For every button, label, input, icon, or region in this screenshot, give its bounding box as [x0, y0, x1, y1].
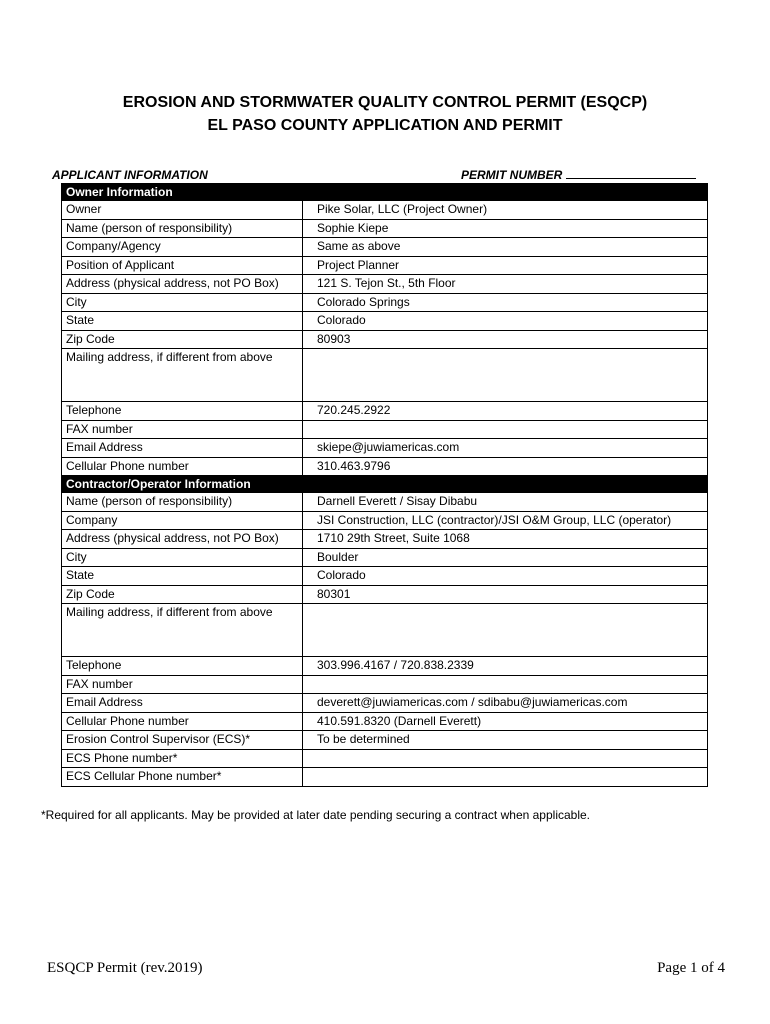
- row-value[interactable]: 121 S. Tejon St., 5th Floor: [303, 275, 708, 294]
- table-row: [62, 548, 708, 567]
- row-label: Mailing address, if different from above: [62, 604, 303, 657]
- row-label: Company: [62, 511, 303, 530]
- row-label: Telephone: [62, 402, 303, 421]
- table-row: [62, 439, 708, 458]
- row-label: Address (physical address, not PO Box): [62, 275, 303, 294]
- row-value[interactable]: [303, 420, 708, 439]
- row-value[interactable]: Boulder: [303, 548, 708, 567]
- row-value[interactable]: Sophie Kiepe: [303, 219, 708, 238]
- row-label: Email Address: [62, 694, 303, 713]
- row-value[interactable]: skiepe@juwiamericas.com: [303, 439, 708, 458]
- row-label: Cellular Phone number: [62, 457, 303, 476]
- table-row: [62, 201, 708, 220]
- row-label: Mailing address, if different from above: [62, 349, 303, 402]
- row-value[interactable]: Colorado: [303, 567, 708, 586]
- row-value[interactable]: [303, 349, 708, 402]
- row-value[interactable]: 310.463.9796: [303, 457, 708, 476]
- owner-section-filler: [303, 184, 708, 201]
- row-value[interactable]: 1710 29th Street, Suite 1068: [303, 530, 708, 549]
- table-row: [62, 312, 708, 331]
- contractor-section-filler: [303, 476, 708, 493]
- table-row: [62, 749, 708, 768]
- footer-form-name: ESQCP Permit (rev.2019): [47, 960, 203, 976]
- row-value[interactable]: 720.245.2922: [303, 402, 708, 421]
- permit-number-label: PERMIT NUMBER: [461, 168, 563, 182]
- row-label: State: [62, 312, 303, 331]
- table-row: [62, 420, 708, 439]
- row-value[interactable]: Colorado: [303, 312, 708, 331]
- row-value[interactable]: 80903: [303, 330, 708, 349]
- row-value[interactable]: 303.996.4167 / 720.838.2339: [303, 657, 708, 676]
- row-value[interactable]: [303, 604, 708, 657]
- row-label: Owner: [62, 201, 303, 220]
- applicant-heading: APPLICANT INFORMATION: [52, 168, 208, 182]
- row-value[interactable]: Colorado Springs: [303, 293, 708, 312]
- table-row: [62, 330, 708, 349]
- row-value[interactable]: To be determined: [303, 731, 708, 750]
- row-value[interactable]: Darnell Everett / Sisay Dibabu: [303, 493, 708, 512]
- table-row: [62, 349, 708, 402]
- row-label: Erosion Control Supervisor (ECS)*: [62, 731, 303, 750]
- table-row: [62, 604, 708, 657]
- contractor-section-header: [62, 476, 708, 493]
- row-value[interactable]: JSI Construction, LLC (contractor)/JSI O&M Group, LLC (operator): [303, 511, 708, 530]
- row-label: Zip Code: [62, 330, 303, 349]
- row-label: Name (person of responsibility): [62, 493, 303, 512]
- owner-section-label: Owner Information: [62, 184, 303, 201]
- row-label: Address (physical address, not PO Box): [62, 530, 303, 549]
- row-value[interactable]: Pike Solar, LLC (Project Owner): [303, 201, 708, 220]
- table-row: [62, 293, 708, 312]
- application-table: [61, 183, 708, 787]
- table-row: [62, 219, 708, 238]
- permit-number-field[interactable]: [461, 168, 711, 182]
- required-note: *Required for all applicants. May be provided at later date pending securing a contract when applicable.: [41, 808, 590, 822]
- row-value[interactable]: Project Planner: [303, 256, 708, 275]
- table-row: [62, 712, 708, 731]
- row-label: State: [62, 567, 303, 586]
- page-title: EROSION AND STORMWATER QUALITY CONTROL PERMIT (ESQCP): [122, 94, 648, 111]
- table-row: [62, 493, 708, 512]
- table-row: [62, 675, 708, 694]
- row-label: Cellular Phone number: [62, 712, 303, 731]
- table-row: [62, 731, 708, 750]
- row-label: FAX number: [62, 420, 303, 439]
- table-row: [62, 657, 708, 676]
- table-row: [62, 530, 708, 549]
- row-label: Position of Applicant: [62, 256, 303, 275]
- owner-section-header: [62, 184, 708, 201]
- table-row: [62, 567, 708, 586]
- footer-page-number: Page 1 of 4: [657, 960, 725, 976]
- table-row: [62, 585, 708, 604]
- row-label: FAX number: [62, 675, 303, 694]
- row-label: ECS Phone number*: [62, 749, 303, 768]
- row-label: Telephone: [62, 657, 303, 676]
- table-row: [62, 511, 708, 530]
- page-subtitle: EL PASO COUNTY APPLICATION AND PERMIT: [207, 117, 563, 134]
- row-label: Email Address: [62, 439, 303, 458]
- row-value[interactable]: [303, 768, 708, 787]
- row-label: City: [62, 548, 303, 567]
- row-label: Zip Code: [62, 585, 303, 604]
- row-value[interactable]: Same as above: [303, 238, 708, 257]
- table-row: [62, 694, 708, 713]
- row-label: City: [62, 293, 303, 312]
- permit-number-line: [566, 168, 696, 179]
- table-row: [62, 402, 708, 421]
- row-value[interactable]: 80301: [303, 585, 708, 604]
- row-label: ECS Cellular Phone number*: [62, 768, 303, 787]
- row-label: Company/Agency: [62, 238, 303, 257]
- table-row: [62, 238, 708, 257]
- table-row: [62, 256, 708, 275]
- row-value[interactable]: [303, 749, 708, 768]
- contractor-section-label: Contractor/Operator Information: [62, 476, 303, 493]
- row-value[interactable]: deverett@juwiamericas.com / sdibabu@juwiamericas.com: [303, 694, 708, 713]
- table-row: [62, 275, 708, 294]
- table-row: [62, 768, 708, 787]
- row-value[interactable]: 410.591.8320 (Darnell Everett): [303, 712, 708, 731]
- table-row: [62, 457, 708, 476]
- row-label: Name (person of responsibility): [62, 219, 303, 238]
- row-value[interactable]: [303, 675, 708, 694]
